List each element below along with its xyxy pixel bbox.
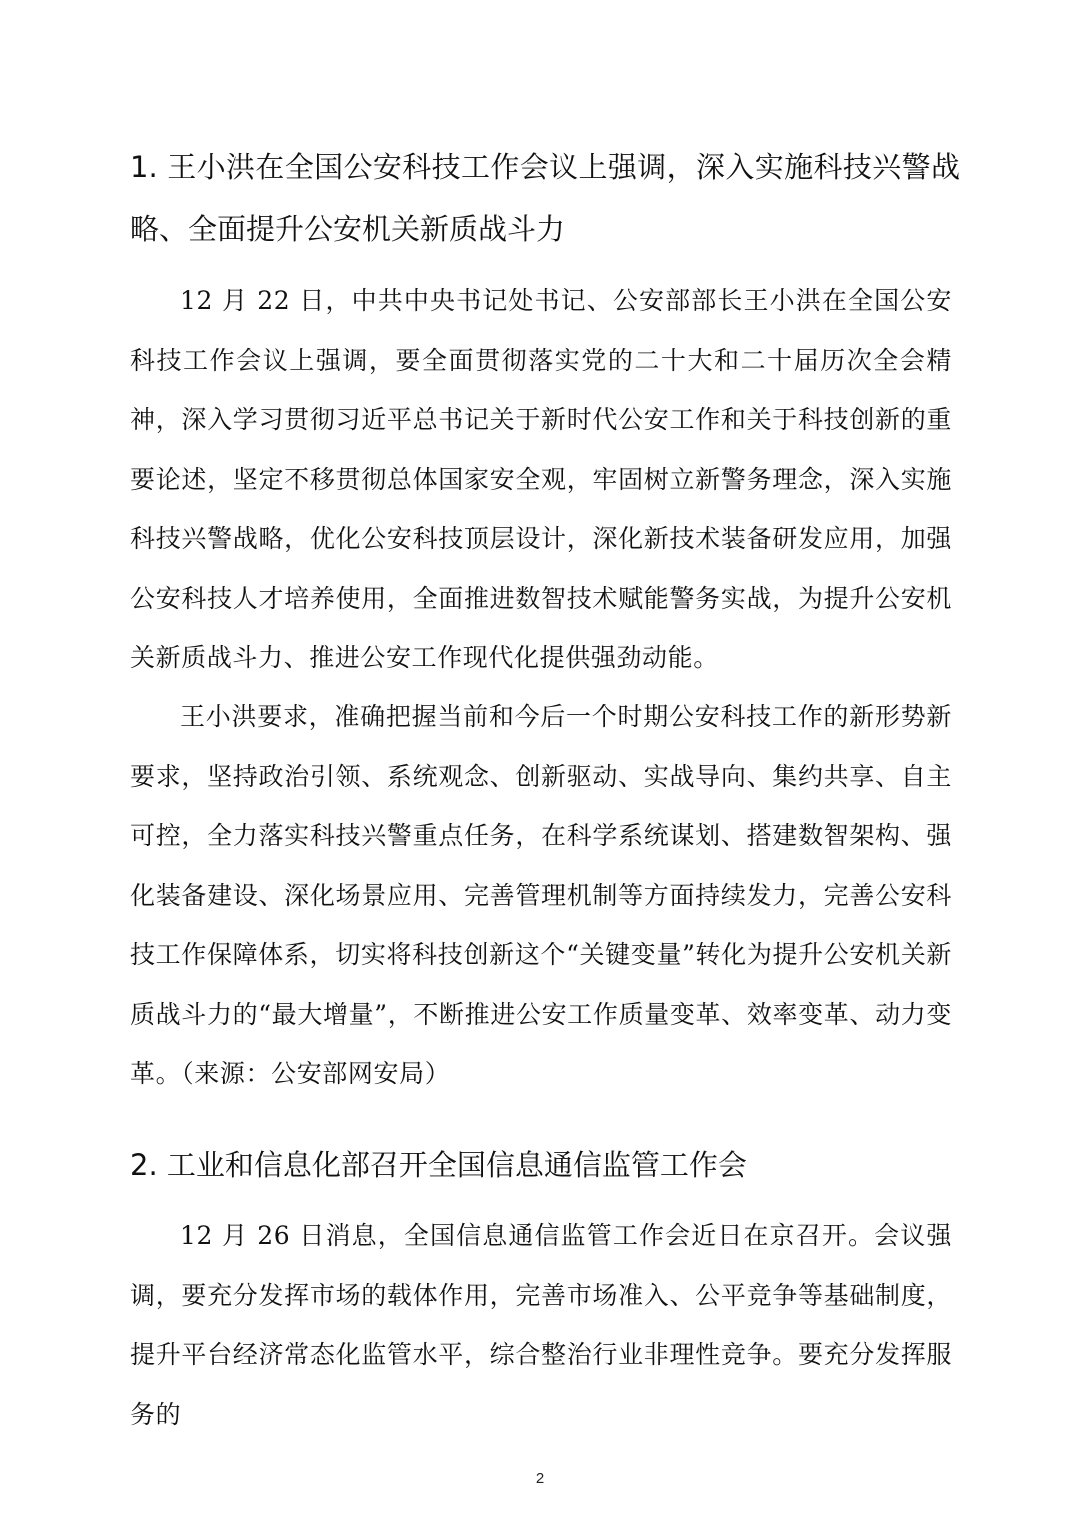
section-2-heading: 2. 工业和信息化部召开全国信息通信监管工作会 (130, 1148, 747, 1182)
section-1-paragraph-2: 王小洪要求，准确把握当前和今后一个时期公安科技工作的新形势新要求，坚持政治引领、系统观念、创新驱动、实战导向、集约共享、自主可控，全力落实科技兴警重点任务，在科学系统谋划、搭建数智架构、强化装备建设、深化场景应用、完善管理机制等方面持续发力，完善公安科技工作保障体系，切实将科技创新这个“关键变量”转化为提升公安机关新质战斗力的“最大增量”，不断推进公安工作质量变革、效率变革、动力变革。（来源：公安部网安局） (130, 702, 952, 1088)
page-number: 2 (535, 1470, 545, 1487)
section-2-paragraph-1: 12 月 26 日消息，全国信息通信监管工作会近日在京召开。会议强调，要充分发挥市场的载体作用，完善市场准入、公平竞争等基础制度，提升平台经济常态化监管水平，综合整治行业非理性竞争。要充分发挥服务的 (130, 1221, 952, 1429)
section-1-paragraph-1: 12 月 22 日，中共中央书记处书记、公安部部长王小洪在全国公安科技工作会议上强调，要全面贯彻落实党的二十大和二十届历次全会精神，深入学习贯彻习近平总书记关于新时代公安工作和关于科技创新的重要论述，坚定不移贯彻总体国家安全观，牢固树立新警务理念，深入实施科技兴警战略，优化公安科技顶层设计，深化新技术装备研发应用，加强公安科技人才培养使用，全面推进数智技术赋能警务实战，为提升公安机关新质战斗力、推进公安工作现代化提供强劲动能。 (130, 286, 952, 672)
section-1-heading: 1. 王小洪在全国公安科技工作会议上强调，深入实施科技兴警战略、全面提升公安机关新质战斗力 (130, 150, 960, 246)
